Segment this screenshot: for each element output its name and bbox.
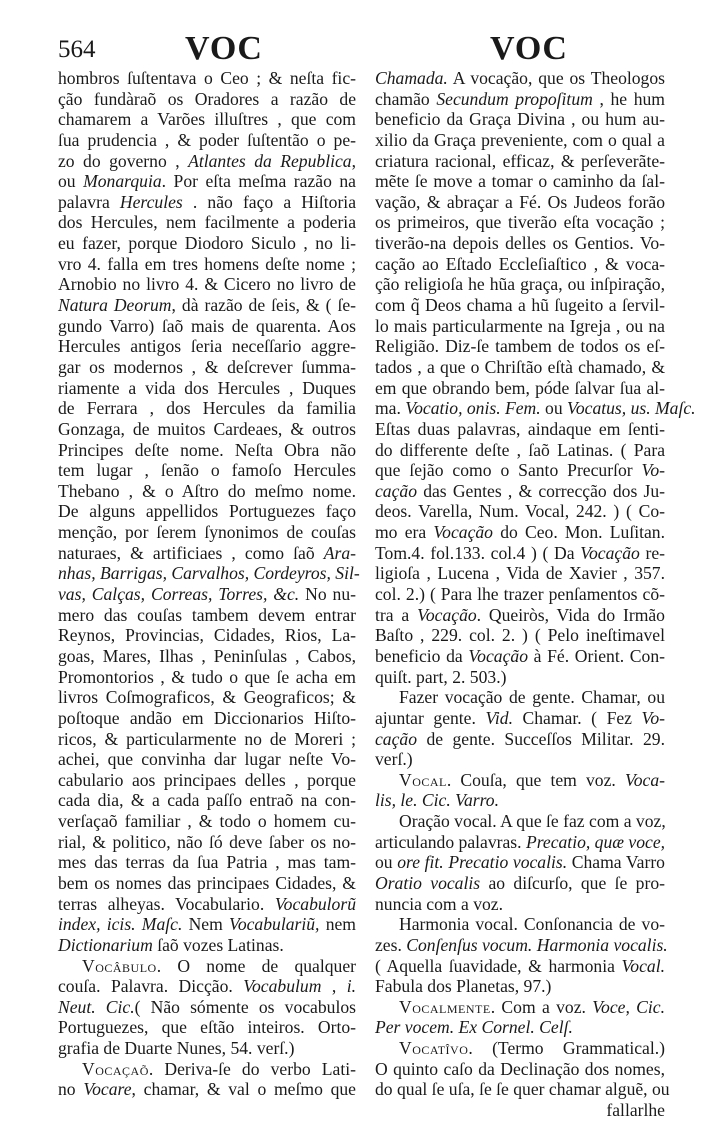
italic-run: Natura Deorum xyxy=(58,295,172,316)
text-line xyxy=(375,212,665,233)
italic-run: Dictionarium xyxy=(58,934,153,955)
italic-run: cação xyxy=(375,480,418,501)
text-line xyxy=(375,130,665,151)
text-line xyxy=(58,811,356,832)
text-run: do differente deſte , ſaõ Latinas. ( Para xyxy=(375,439,665,460)
text-line xyxy=(58,1079,356,1100)
text-run: goas, Mares, Ilhas , Peninſulas , Cabos, xyxy=(58,645,356,666)
entry-headword: Vocalmente xyxy=(399,996,491,1017)
text-line xyxy=(58,274,356,295)
text-run: , chamar, & val o meſmo que xyxy=(131,1079,356,1100)
text-run: rial, & politico, não ſó deve ſaber os no- xyxy=(58,831,356,852)
text-line xyxy=(58,171,356,192)
text-line xyxy=(375,605,665,626)
italic-run: nhas, Barrigas, Carvalhos, Cordeyros, Sil- xyxy=(58,563,360,584)
text-line xyxy=(58,378,356,399)
text-run: criatura racional, efficaz, & perſeverãte- xyxy=(375,150,665,171)
italic-run: Oratio vocalis xyxy=(375,872,481,893)
text-line xyxy=(58,151,356,172)
text-run: tados , a que o Chriſtão eſtà chamado, & xyxy=(375,356,665,377)
entry-headword: Vocâbulo xyxy=(82,955,157,976)
text-line xyxy=(375,398,696,419)
text-line xyxy=(375,192,665,213)
text-line xyxy=(58,460,356,481)
text-run: Nem xyxy=(182,914,230,935)
text-run: à Fé. Orient. Con- xyxy=(528,645,665,666)
text-line xyxy=(58,522,356,543)
text-run: menção, por ſerem ſynonimos de couſas xyxy=(58,522,356,543)
text-line xyxy=(58,295,356,316)
text-line xyxy=(58,254,356,275)
text-line xyxy=(58,729,356,750)
text-line xyxy=(58,543,356,564)
text-run: De alguns appellidos Portuguezes faço xyxy=(58,501,356,522)
text-line xyxy=(58,89,356,110)
italic-run: Precatio, quæ voce, xyxy=(525,831,666,852)
text-line xyxy=(58,976,356,997)
text-run: cabulario aos principaes delles , porque xyxy=(58,769,356,790)
text-line xyxy=(58,770,356,791)
text-line xyxy=(375,956,665,977)
text-run: cada dia, & a cada paſſo entraõ na con- xyxy=(58,790,356,811)
text-line xyxy=(375,336,665,357)
italic-run: ore fit. Precatio vocalis. xyxy=(397,852,568,873)
italic-run: Vocal. xyxy=(621,955,665,976)
text-line xyxy=(375,254,665,275)
text-run: . Por eſta meſma razão na xyxy=(161,171,356,192)
text-run: achei, que convinha dar lugar neſte Vo- xyxy=(58,749,356,770)
text-line xyxy=(58,212,356,233)
text-run: Baſto , 229. col. 2. ) ( Pelo ineſtimavel xyxy=(375,625,665,646)
text-run: verſ.) xyxy=(375,749,413,770)
text-line xyxy=(375,563,665,584)
text-line xyxy=(58,233,356,254)
text-run: gar os modernos , & deſcrever ſumma- xyxy=(58,356,356,377)
text-run: Fazer vocação de gente. Chamar, ou xyxy=(399,687,665,708)
italic-run: cação xyxy=(375,728,418,749)
italic-run: Conſenſus vocum. Harmonia vocalis. xyxy=(406,934,668,955)
text-line xyxy=(58,832,356,853)
text-run: Portuguezes, que eſtão inteiros. Orto- xyxy=(58,1017,356,1038)
italic-run: Voce, Cic. xyxy=(592,996,665,1017)
text-run: de Ferrara , dos Hercules da familia xyxy=(58,398,356,419)
italic-run: Vocabulariũ, xyxy=(229,914,320,935)
italic-run: Hercules xyxy=(119,191,183,212)
text-line xyxy=(58,109,356,130)
text-line xyxy=(58,130,356,151)
text-run: em que obrando bem, póde ſalvar ſua al- xyxy=(375,377,665,398)
text-run: vro 4. falla em tres homens deſte nome ; xyxy=(58,253,356,274)
text-run: Eſtas duas palavras, aindaque em ſenti- xyxy=(375,418,665,439)
text-run: mero das couſas tambem devem entrar xyxy=(58,604,356,625)
text-run: hombros ſuſtentava o Ceo ; & neſta fic- xyxy=(58,68,356,88)
italic-run: Vocatio, onis. Fem. xyxy=(405,398,541,419)
text-line xyxy=(58,419,356,440)
text-run: riamente a vida dos Hercules , Duques xyxy=(58,377,356,398)
text-line xyxy=(375,295,665,316)
text-line xyxy=(375,1017,665,1038)
text-run: gundo Varro) ſaõ mais de quarenta. Aos xyxy=(58,315,356,336)
text-line xyxy=(58,935,356,956)
text-run: de gente. Succeſſos Militar. 29. xyxy=(417,728,665,749)
text-line xyxy=(375,914,665,935)
text-line xyxy=(58,956,356,977)
text-run: no xyxy=(58,1079,84,1100)
text-run: ma. xyxy=(375,398,406,419)
text-run: ou xyxy=(58,171,84,192)
text-line xyxy=(375,171,665,192)
right-column xyxy=(375,68,696,1121)
text-line xyxy=(375,274,665,295)
text-run: ou xyxy=(540,398,568,419)
text-run: do Ceo. Mon. Luſitan. xyxy=(492,522,665,543)
italic-run: Atlantes da Republica xyxy=(188,150,352,171)
text-line xyxy=(375,997,665,1018)
text-line xyxy=(375,770,665,791)
text-line xyxy=(375,1059,665,1080)
text-line xyxy=(375,667,665,688)
text-line xyxy=(375,625,665,646)
italic-run: Ara- xyxy=(323,542,356,563)
text-run: mes das terras da ſua Patria , mas tam- xyxy=(58,852,356,873)
text-line xyxy=(58,1017,356,1038)
italic-run: i. xyxy=(346,976,356,997)
italic-run: Vocação xyxy=(417,604,477,625)
text-run: xilio da Graça preveniente, com o qual a xyxy=(375,129,665,150)
text-line xyxy=(375,316,665,337)
text-line xyxy=(58,68,356,89)
text-run: das Gentes , & correcção dos Ju- xyxy=(417,480,665,501)
text-run: re- xyxy=(639,542,665,563)
text-run: mẽte ſe move a tomar o caminho da ſal- xyxy=(375,171,665,192)
text-run: , xyxy=(321,976,347,997)
text-line xyxy=(58,625,356,646)
text-run: vação, & abraçar a Fé. Os Judeos forão xyxy=(375,191,665,212)
italic-run: Vocare xyxy=(83,1079,132,1100)
text-line xyxy=(375,687,665,708)
text-run: eu fazer, porque Diodoro Siculo , no li- xyxy=(58,233,356,254)
text-run: dos Hercules, nem facilmente a poderia xyxy=(58,212,356,233)
italic-run: Vo- xyxy=(641,460,665,481)
text-run: poſtoque andão em Diccionarios Hiſto- xyxy=(58,707,356,728)
text-run: tiverão-na depois delles os Gentios. Vo- xyxy=(375,233,665,254)
text-run: . Couſa, que tem voz. xyxy=(446,769,625,790)
text-line xyxy=(58,749,356,770)
text-run: Hercules antigos ſeria neceſſario aggre- xyxy=(58,336,356,357)
text-run: ſaõ vozes Latinas. xyxy=(152,934,284,955)
text-run: col. 2.) ( Para lhe trazer penſamentos cõ- xyxy=(375,584,665,605)
text-run: ricos, & particularmente no de Moreri ; xyxy=(58,728,356,749)
text-run: . Deriva-ſe do verbo Lati- xyxy=(148,1058,356,1079)
entry-headword: Vocatîvo xyxy=(399,1038,469,1059)
text-run: livros Coſmograficos, & Geograficos; & xyxy=(58,687,356,708)
text-line xyxy=(375,1038,665,1059)
text-run: No nu- xyxy=(299,584,356,605)
text-run: os primeiros, que tiverão eſta vocação ; xyxy=(375,212,665,233)
text-line xyxy=(58,501,356,522)
text-line xyxy=(58,894,356,915)
italic-run: Vocação xyxy=(468,645,528,666)
text-line xyxy=(375,89,665,110)
text-run: grafia de Duarte Nunes, 54. verſ.) xyxy=(58,1038,295,1059)
text-line xyxy=(58,336,356,357)
text-run: Chama Varro xyxy=(567,852,665,873)
text-line xyxy=(58,481,356,502)
text-run: beneficio da Graça Divina , ou hum au- xyxy=(375,109,665,130)
italic-run: Vid. xyxy=(485,707,513,728)
text-run: Thebano , & o Aſtro do meſmo nome. xyxy=(58,480,356,501)
text-line xyxy=(58,440,356,461)
text-line xyxy=(375,894,665,915)
text-run: naturaes, & artificiaes , como ſaõ xyxy=(58,542,324,563)
italic-run: Neut. Cic. xyxy=(58,996,135,1017)
italic-run: vas, Calças, Correas, Torres, &c. xyxy=(58,584,300,605)
text-line xyxy=(375,790,665,811)
text-run: chamarem a Varões illuſtres , que com xyxy=(58,109,356,130)
text-line xyxy=(375,522,665,543)
text-run: zes. xyxy=(375,934,407,955)
italic-run: Vo- xyxy=(641,707,665,728)
italic-run: Vocação xyxy=(580,542,640,563)
text-run: , dà razão de ſeis, & ( ſe- xyxy=(171,295,357,316)
text-run: Tom.4. fol.133. col.4 ) ( Da xyxy=(375,542,581,563)
text-line xyxy=(58,667,356,688)
italic-run: Vocabulorũ xyxy=(274,893,356,914)
text-line xyxy=(375,811,665,832)
text-run: beneficio da xyxy=(375,645,469,666)
text-line xyxy=(58,316,356,337)
text-line xyxy=(58,914,356,935)
text-run: . O nome de qualquer xyxy=(156,955,356,976)
text-line xyxy=(375,543,665,564)
text-line xyxy=(58,873,356,894)
italic-run: Voca- xyxy=(624,769,665,790)
text-line xyxy=(58,563,360,584)
text-line xyxy=(58,1038,356,1059)
text-run: couſa. Palavra. Dicção. xyxy=(58,976,244,997)
text-run: tem lugar , ſenão o famoſo Hercules xyxy=(58,460,356,481)
text-run: zo do governo , xyxy=(58,150,189,171)
italic-run: Vocabulum xyxy=(243,976,322,997)
text-run: ligioſa , Lucena , Vida de Xavier , 357. xyxy=(375,563,665,584)
text-run: Gonzaga, de muitos Cardeaes, & outros xyxy=(58,418,356,439)
text-line xyxy=(58,646,356,667)
text-line xyxy=(375,708,665,729)
page-number: 564 xyxy=(58,36,96,63)
italic-run: Per vocem. Ex Cornel. Celſ. xyxy=(375,1017,573,1038)
text-run: , he hum xyxy=(592,88,665,109)
text-run: ( Não sómente os vocabulos xyxy=(134,996,356,1017)
text-run: deos. Varella, Num. Vocal, 242. ) ( Co- xyxy=(375,501,665,522)
text-run: terras alheyas. Vocabulario. xyxy=(58,893,275,914)
text-run: Chamar. ( Fez xyxy=(512,707,642,728)
italic-run: Secundum propoſitum xyxy=(436,88,593,109)
text-line xyxy=(375,233,665,254)
text-run: Promontorios , & tudo o que ſe acha em xyxy=(58,666,356,687)
text-run: ou xyxy=(375,852,398,873)
text-line xyxy=(58,192,356,213)
text-run: que ſejão como o Santo Precurſor xyxy=(375,460,642,481)
text-line xyxy=(375,646,665,667)
text-line xyxy=(58,687,356,708)
text-run: Harmonia vocal. Conſonancia de vo- xyxy=(399,914,665,935)
running-head-left: VOC xyxy=(185,30,263,67)
text-run: ajuntar gente. xyxy=(375,707,486,728)
text-run: fallarlhe xyxy=(606,1100,665,1121)
text-line xyxy=(375,460,665,481)
text-line xyxy=(375,934,668,956)
text-run: palavra xyxy=(58,191,120,212)
text-run: do qual ſe uſa, ſe ſe quer chamar alguẽ, ou xyxy=(375,1079,670,1100)
running-head-right: VOC xyxy=(490,30,568,67)
entry-headword: Vocal xyxy=(399,769,447,790)
text-line xyxy=(58,605,356,626)
text-run: A vocação, que os Theologos xyxy=(447,68,665,88)
text-line xyxy=(375,357,665,378)
text-run: verſaçaõ familiar , & todo o homem cu- xyxy=(58,811,356,832)
text-line xyxy=(58,790,356,811)
text-run: . (Termo Grammatical.) xyxy=(468,1038,665,1059)
text-line xyxy=(375,749,665,770)
text-run: O quinto caſo da Declinação dos nomes, xyxy=(375,1058,665,1079)
text-run: Oração vocal. A que ſe faz com a voz, xyxy=(399,811,666,832)
text-run: Reynos, Provincias, Cidades, Rios, La- xyxy=(58,625,356,646)
text-line xyxy=(58,708,356,729)
text-line xyxy=(58,852,356,873)
italic-run: Vocação xyxy=(433,522,493,543)
text-run: ſua prudencia , & poder ſuſtentão o pe- xyxy=(58,129,356,150)
text-line xyxy=(375,481,665,502)
italic-run: Chamada. xyxy=(375,68,448,88)
italic-run: Monarquia xyxy=(83,171,162,192)
italic-run: Vocatus, us. Maſc. xyxy=(567,398,696,419)
text-line xyxy=(375,832,665,853)
text-run: tra a xyxy=(375,604,418,625)
text-run: mo era xyxy=(375,522,434,543)
text-run: ção religioſa he hũa graça, ou inſpiração, xyxy=(375,274,665,295)
text-line xyxy=(58,997,356,1018)
text-line xyxy=(375,419,665,440)
text-line xyxy=(58,357,356,378)
text-line xyxy=(375,68,665,89)
text-line xyxy=(375,584,665,605)
text-run: . Com a voz. xyxy=(490,996,593,1017)
italic-run: index, icis. Maſc. xyxy=(58,914,183,935)
text-line xyxy=(375,729,665,750)
text-line xyxy=(375,440,665,461)
text-run: Fabula dos Planetas, 97.) xyxy=(375,976,552,997)
text-run: Arnobio no livro 4. & Cicero no livro de xyxy=(58,274,356,295)
text-run: Principes deſte nome. Neſta Obra não xyxy=(58,439,356,460)
italic-run: lis, le. Cic. Varro. xyxy=(375,790,499,811)
text-line xyxy=(375,1100,665,1121)
text-run: chamão xyxy=(375,88,437,109)
text-run: com q̃ Deos chama a hũ ſugeito a ſervil- xyxy=(375,295,665,316)
text-run: lo mais particularmente na Igreja , ou na xyxy=(375,315,665,336)
text-line xyxy=(375,852,665,873)
text-run: cação ao Eſtado Eccleſiaſtico , & voca- xyxy=(375,253,665,274)
entry-headword: Vocaçaõ xyxy=(82,1058,149,1079)
text-line xyxy=(375,378,665,399)
text-run: ao diſcurſo, que ſe pro- xyxy=(480,872,665,893)
text-line xyxy=(58,398,356,419)
text-run: ção fundàraõ os Oradores a razão de xyxy=(58,88,356,109)
text-line xyxy=(375,501,665,522)
text-line xyxy=(58,1059,356,1080)
text-run: Religião. Diz-ſe tambem de todos os eſ- xyxy=(375,336,665,357)
text-run: . não faço a Hiſtoria xyxy=(182,191,356,212)
text-run: bem os nomes das principaes Cidades, & xyxy=(58,872,356,893)
text-line xyxy=(375,151,665,172)
text-run: ( Aquella ſuavidade, & harmonia xyxy=(375,955,622,976)
text-line xyxy=(375,976,665,997)
text-line xyxy=(375,873,665,894)
text-line xyxy=(375,1079,670,1100)
text-run: quiſt. part, 2. 503.) xyxy=(375,666,507,687)
text-run: , xyxy=(351,150,356,171)
text-run: articulando palavras. xyxy=(375,831,526,852)
left-column xyxy=(58,68,360,1100)
text-line xyxy=(375,109,665,130)
text-run: nuncia com a voz. xyxy=(375,893,503,914)
text-run: nem xyxy=(319,914,356,935)
text-run: . Queiròs, Vida do Irmão xyxy=(476,604,665,625)
text-line xyxy=(58,584,356,605)
